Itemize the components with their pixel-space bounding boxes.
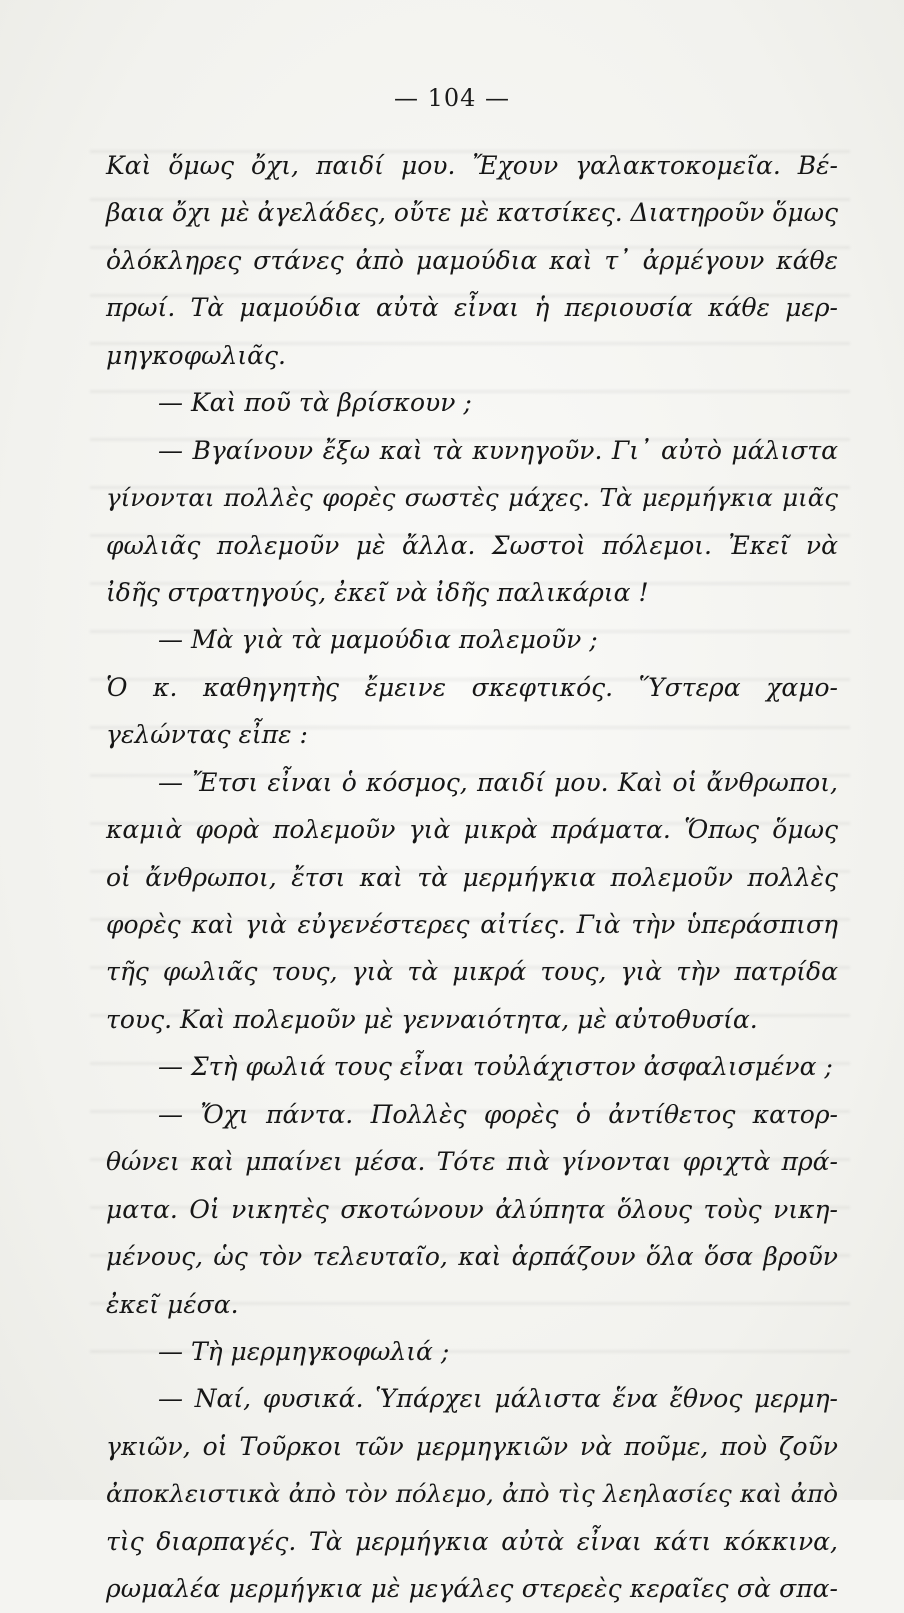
text-line: τὶς διαρπαγές. Τὰ μερμήγκια αὐτὰ εἶναι κάτι κόκκινα, (106, 1526, 838, 1556)
text-line: τῆς φωλιᾶς τους, γιὰ τὰ μικρά τους, γιὰ τὴν πατρίδα (106, 957, 838, 987)
text-line: οἱ ἄνθρωποι, ἔτσι καὶ τὰ μερμήγκια πολεμοῦν πολλὲς (106, 862, 838, 892)
text-line: ματα. Οἱ νικητὲς σκοτώνουν ἀλύπητα ὅλους τοὺς νικη- (106, 1194, 838, 1224)
text-line: ρωμαλέα μερμήγκια μὲ μεγάλες στερεὲς κεραῖες σὰ σπα- (106, 1574, 838, 1604)
text-line: — Καὶ ποῦ τὰ βρίσκουν ; (158, 388, 472, 418)
text-line: φωλιᾶς πολεμοῦν μὲ ἄλλα. Σωστοὶ πόλεμοι. Ἐκεῖ νὰ (106, 530, 838, 560)
text-line: μηγκοφωλιᾶς. (106, 340, 286, 370)
text-line: γκιῶν, οἱ Τοῦρκοι τῶν μερμηγκιῶν νὰ ποῦμε, ποὺ ζοῦν (106, 1431, 838, 1461)
text-line: μένους, ὡς τὸν τελευταῖο, καὶ ἁρπάζουν ὅλα ὅσα βροῦν (106, 1242, 838, 1272)
text-line: βαια ὄχι μὲ ἀγελάδες, οὔτε μὲ κατσίκες. Διατηροῦν ὅμως (106, 198, 838, 228)
text-line: — Ὄχι πάντα. Πολλὲς φορὲς ὁ ἀντίθετος κατορ- (158, 1099, 838, 1129)
text-line: — Βγαίνουν ἔξω καὶ τὰ κυνηγοῦν. Γι᾽ αὐτὸ μάλιστα (158, 435, 838, 465)
text-line: ἀποκλειστικὰ ἀπὸ τὸν πόλεμο, ἀπὸ τὶς λεηλασίες καὶ ἀπὸ (106, 1479, 838, 1509)
text-line: ὁλόκληρες στάνες ἀπὸ μαμούδια καὶ τ᾽ ἀρμέγουν κάθε (106, 245, 838, 275)
text-line: ἐκεῖ μέσα. (106, 1289, 239, 1319)
text-line: — Στὴ φωλιά τους εἶναι τοὐλάχιστον ἀσφαλισμένα ; (158, 1052, 833, 1082)
text-line: καμιὰ φορὰ πολεμοῦν γιὰ μικρὰ πράματα. Ὅπως ὅμως (106, 815, 838, 845)
text-line: φορὲς καὶ γιὰ εὐγενέστερες αἰτίες. Γιὰ τὴν ὑπεράσπιση (106, 910, 838, 939)
text-line: θώνει καὶ μπαίνει μέσα. Τότε πιὰ γίνονται φριχτὰ πρά- (106, 1147, 838, 1177)
text-line: γίνονται πολλὲς φορὲς σωστὲς μάχες. Τὰ μερμήγκια μιᾶς (106, 483, 838, 513)
text-line: γελώντας εἶπε : (106, 720, 308, 750)
text-line: — Ἔτσι εἶναι ὁ κόσμος, παιδί μου. Καὶ οἱ ἄνθρωποι, (158, 767, 838, 797)
page-number: — 104 — (393, 84, 511, 112)
text-line: — Ναί, φυσικά. Ὑπάρχει μάλιστα ἕνα ἔθνος μερμη- (158, 1384, 838, 1414)
text-line: — Τὴ μερμηγκοφωλιά ; (158, 1336, 450, 1366)
text-line: τους. Καὶ πολεμοῦν μὲ γενναιότητα, μὲ αὐτοθυσία. (106, 1004, 758, 1034)
text-line: Ὁ κ. καθηγητὴς ἔμεινε σκεφτικός. Ὕστερα χαμο- (106, 672, 838, 702)
text-line: Καὶ ὅμως ὄχι, παιδί μου. Ἔχουν γαλακτοκομεῖα. Βέ- (106, 151, 838, 180)
text-line: ἰδῆς στρατηγούς, ἐκεῖ νὰ ἰδῆς παλικάρια ! (106, 577, 649, 607)
text-line: πρωί. Τὰ μαμούδια αὐτὰ εἶναι ἡ περιουσία κάθε μερ- (106, 293, 838, 323)
body-text (106, 142, 838, 1613)
text-line: — Μὰ γιὰ τὰ μαμούδια πολεμοῦν ; (158, 625, 598, 655)
